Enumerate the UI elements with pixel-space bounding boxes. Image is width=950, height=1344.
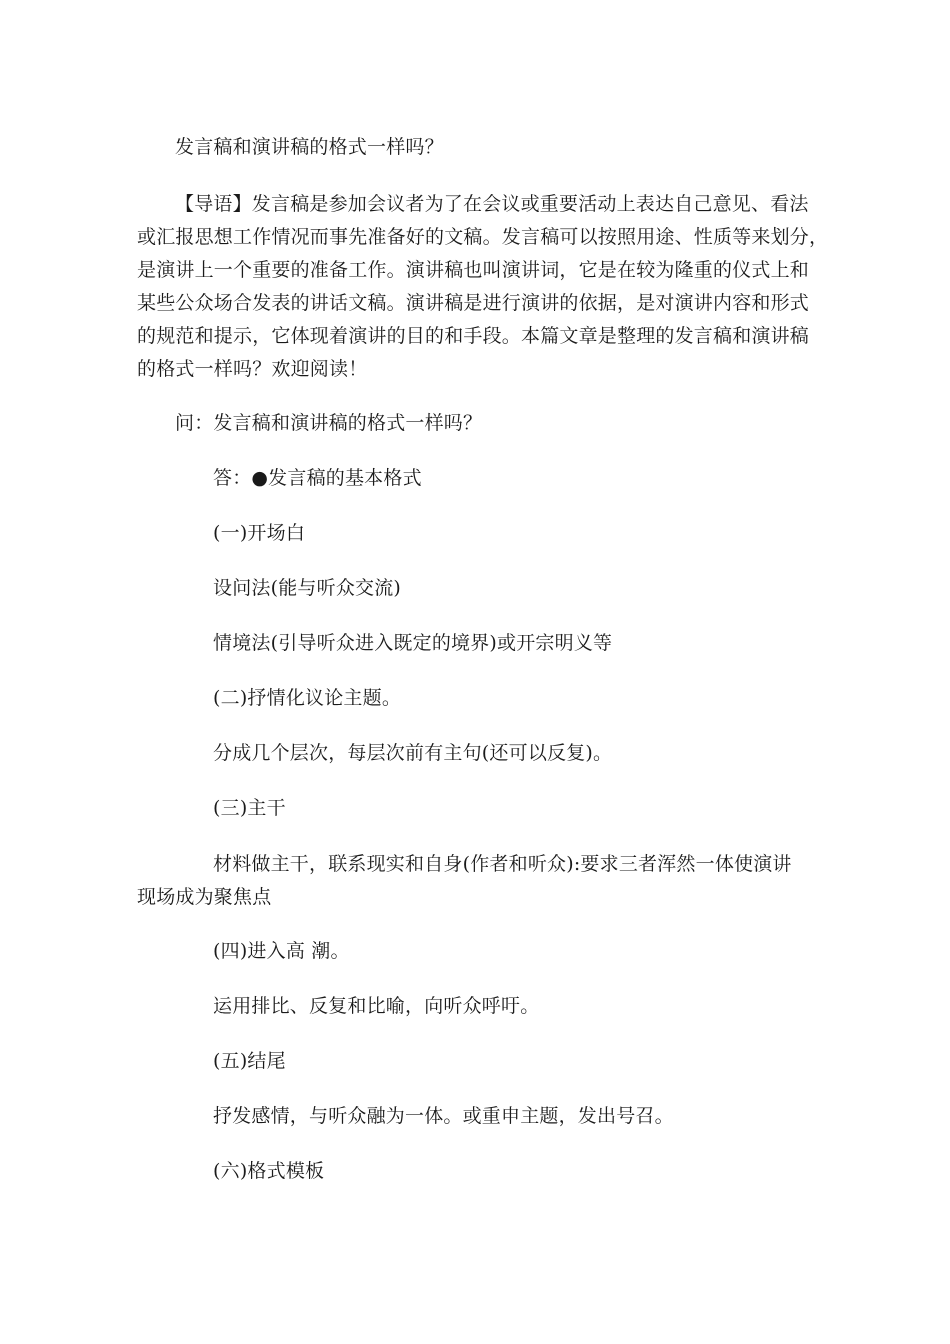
section-5-heading: (五)结尾	[213, 1050, 286, 1072]
section-4-item-1: 运用排比、反复和比喻，向听众呼吁。	[213, 995, 540, 1017]
intro-line-4: 某些公众场合发表的讲话文稿。演讲稿是进行演讲的依据，是对演讲内容和形式	[137, 292, 810, 314]
intro-line-3: 是演讲上一个重要的准备工作。演讲稿也叫演讲词，它是在较为隆重的仪式上和	[137, 259, 810, 281]
section-1-item-2: 情境法(引导听众进入既定的境界)或开宗明义等	[213, 632, 613, 654]
intro-line-6: 的格式一样吗？欢迎阅读！	[137, 358, 368, 380]
section-3-item-1-line-1: 材料做主干，联系现实和自身(作者和听众):要求三者浑然一体使演讲	[213, 853, 792, 875]
question-line: 问：发言稿和演讲稿的格式一样吗？	[175, 412, 483, 434]
section-3-item-1-line-2: 现场成为聚焦点	[137, 886, 272, 908]
section-2-item-1: 分成几个层次，每层次前有主句(还可以反复)。	[213, 742, 613, 764]
answer-line: 答：●发言稿的基本格式	[213, 467, 422, 489]
section-5-item-1: 抒发感情，与听众融为一体。或重申主题，发出号召。	[213, 1105, 674, 1127]
intro-line-1: 【导语】发言稿是参加会议者为了在会议或重要活动上表达自己意见、看法	[175, 193, 809, 215]
section-2-heading: (二)抒情化议论主题。	[213, 687, 402, 709]
section-1-heading: (一)开场白	[213, 522, 306, 544]
intro-line-5: 的规范和提示，它体现着演讲的目的和手段。本篇文章是整理的发言稿和演讲稿	[137, 325, 810, 347]
intro-line-2: 或汇报思想工作情况而事先准备好的文稿。发言稿可以按照用途、性质等来划分，	[137, 226, 829, 248]
section-1-item-1: 设问法(能与听众交流)	[213, 577, 402, 599]
section-6-heading: (六)格式模板	[213, 1160, 325, 1182]
section-3-heading: (三)主干	[213, 797, 286, 819]
section-4-heading: (四)进入高 潮。	[213, 940, 350, 962]
document-title: 发言稿和演讲稿的格式一样吗？	[175, 136, 444, 158]
